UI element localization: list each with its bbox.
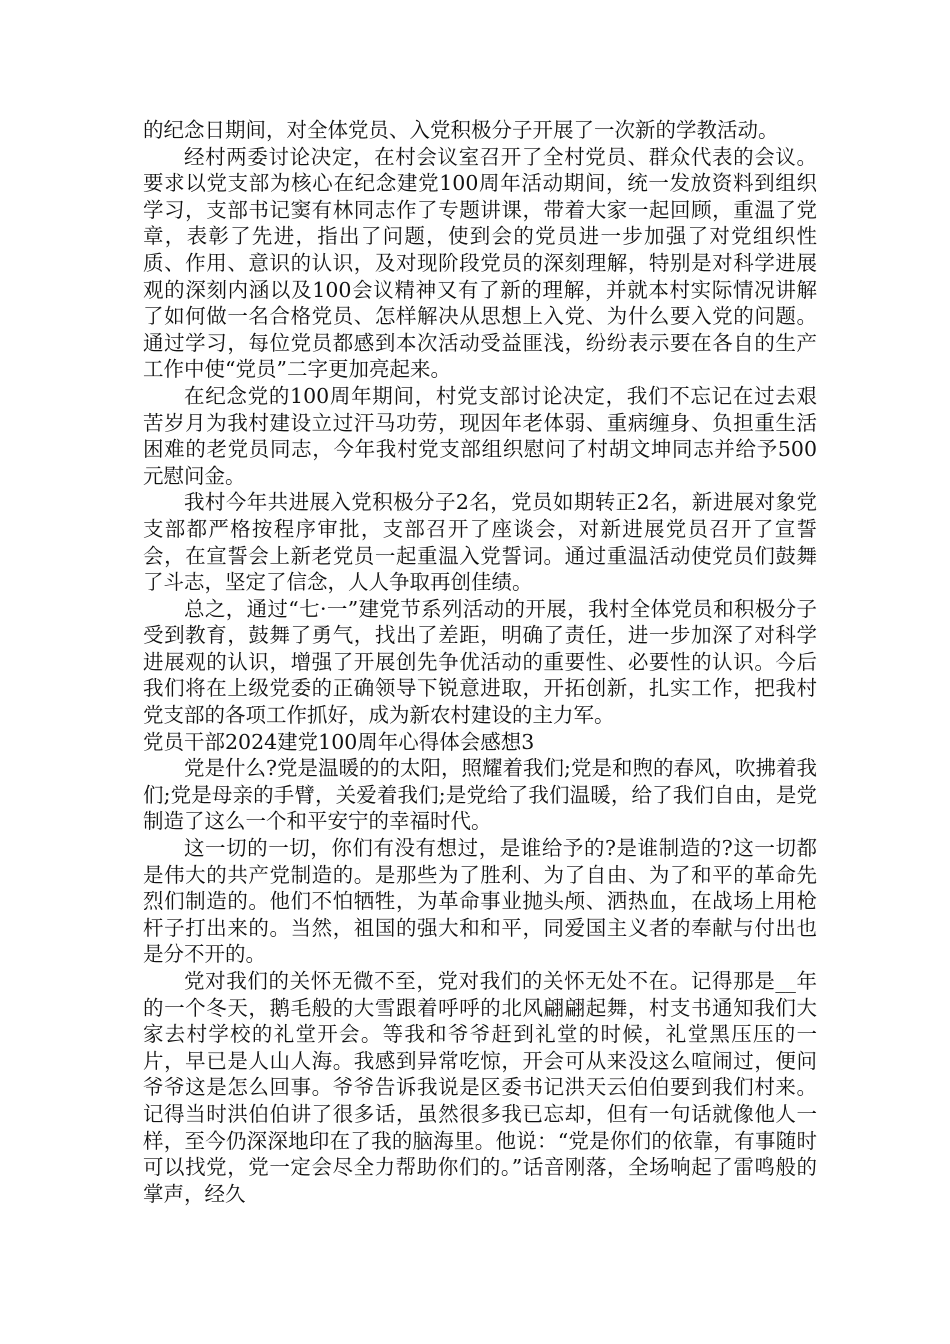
paragraph: 的纪念日期间，对全体党员、入党积极分子开展了一次新的学教活动。 bbox=[143, 118, 779, 142]
paragraph: 在纪念党的100周年期间，村党支部讨论决定，我们不忘记在过去艰苦岁月为我村建设立过汗马功劳，现因年老体弱、重病缠身、负担重生活困难的老党员同志，今年我村党支部组织慰问了村胡文坤同志并给予500元慰问金。 bbox=[143, 383, 817, 488]
section-title: 党员干部2024建党100周年心得体会感想3 bbox=[143, 729, 535, 754]
paragraph: 经村两委讨论决定，在村会议室召开了全村党员、群众代表的会议。要求以党支部为核心在纪念建党100周年活动期间，统一发放资料到组织学习，支部书记窦有林同志作了专题讲课，带着大家一起回顾，重温了党章，表彰了先进，指出了问题，使到会的党员进一步加强了对党组织性质、作用、意识的认识，及对现阶段党员的深刻理解，特别是对科学进展观的深刻内涵以及100会议精神又有了新的理解，并就本村实际情况讲解了如何做一名合格党员、怎样解决从思想上入党、为什么要入党的问题。通过学习，每位党员都感到本次活动受益匪浅，纷纷表示要在各自的生产工作中使“党员”二字更加亮起来。 bbox=[143, 144, 817, 382]
paragraph: 这一切的一切，你们有没有想过，是谁给予的?是谁制造的?这一切都是伟大的共产党制造的。是那些为了胜利、为了自由、为了和平的革命先烈们制造的。他们不怕牺牲，为革命事业抛头颅、洒热血，在战场上用枪杆子打出来的。当然，祖国的强大和和平，同爱国主义者的奉献与付出也是分不开的。 bbox=[143, 836, 817, 967]
paragraph: 党是什么?党是温暖的的太阳，照耀着我们;党是和煦的春风，吹拂着我们;党是母亲的手臂，关爱着我们;是党给了我们温暖，给了我们自由，是党制造了这么一个和平安宁的幸福时代。 bbox=[143, 756, 817, 834]
paragraph: 总之，通过“七·一”建党节系列活动的开展，我村全体党员和积极分子受到教育，鼓舞了勇气，找出了差距，明确了责任，进一步加深了对科学进展观的认识，增强了开展创先争优活动的重要性、必要性的认识。今后我们将在上级党委的正确领导下锐意进取，开拓创新，扎实工作，把我村党支部的各项工作抓好，成为新农村建设的主力军。 bbox=[143, 596, 817, 728]
document-body bbox=[143, 117, 817, 1207]
paragraph: 我村今年共进展入党积极分子2名，党员如期转正2名，新进展对象党支部都严格按程序审批，支部召开了座谈会，对新进展党员召开了宣誓会，在宣誓会上新老党员一起重温入党誓词。通过重温活动使党员们鼓舞了斗志，坚定了信念，人人争取再创佳绩。 bbox=[143, 490, 817, 595]
paragraph: 党对我们的关怀无微不至，党对我们的关怀无处不在。记得那是__年的一个冬天，鹅毛般的大雪跟着呼呼的北风翩翩起舞，村支书通知我们大家去村学校的礼堂开会。等我和爷爷赶到礼堂的时候，礼堂黑压压的一片，早已是人山人海。我感到异常吃惊，开会可从来没这么喧闹过，便问爷爷这是怎么回事。爷爷告诉我说是区委书记洪天云伯伯要到我们村来。记得当时洪伯伯讲了很多话，虽然很多我已忘却，但有一句话就像他人一样，至今仍深深地印在了我的脑海里。他说：“党是你们的依靠，有事随时可以找党，党一定会尽全力帮助你们的。”话音刚落，全场响起了雷鸣般的掌声，经久 bbox=[143, 969, 817, 1206]
